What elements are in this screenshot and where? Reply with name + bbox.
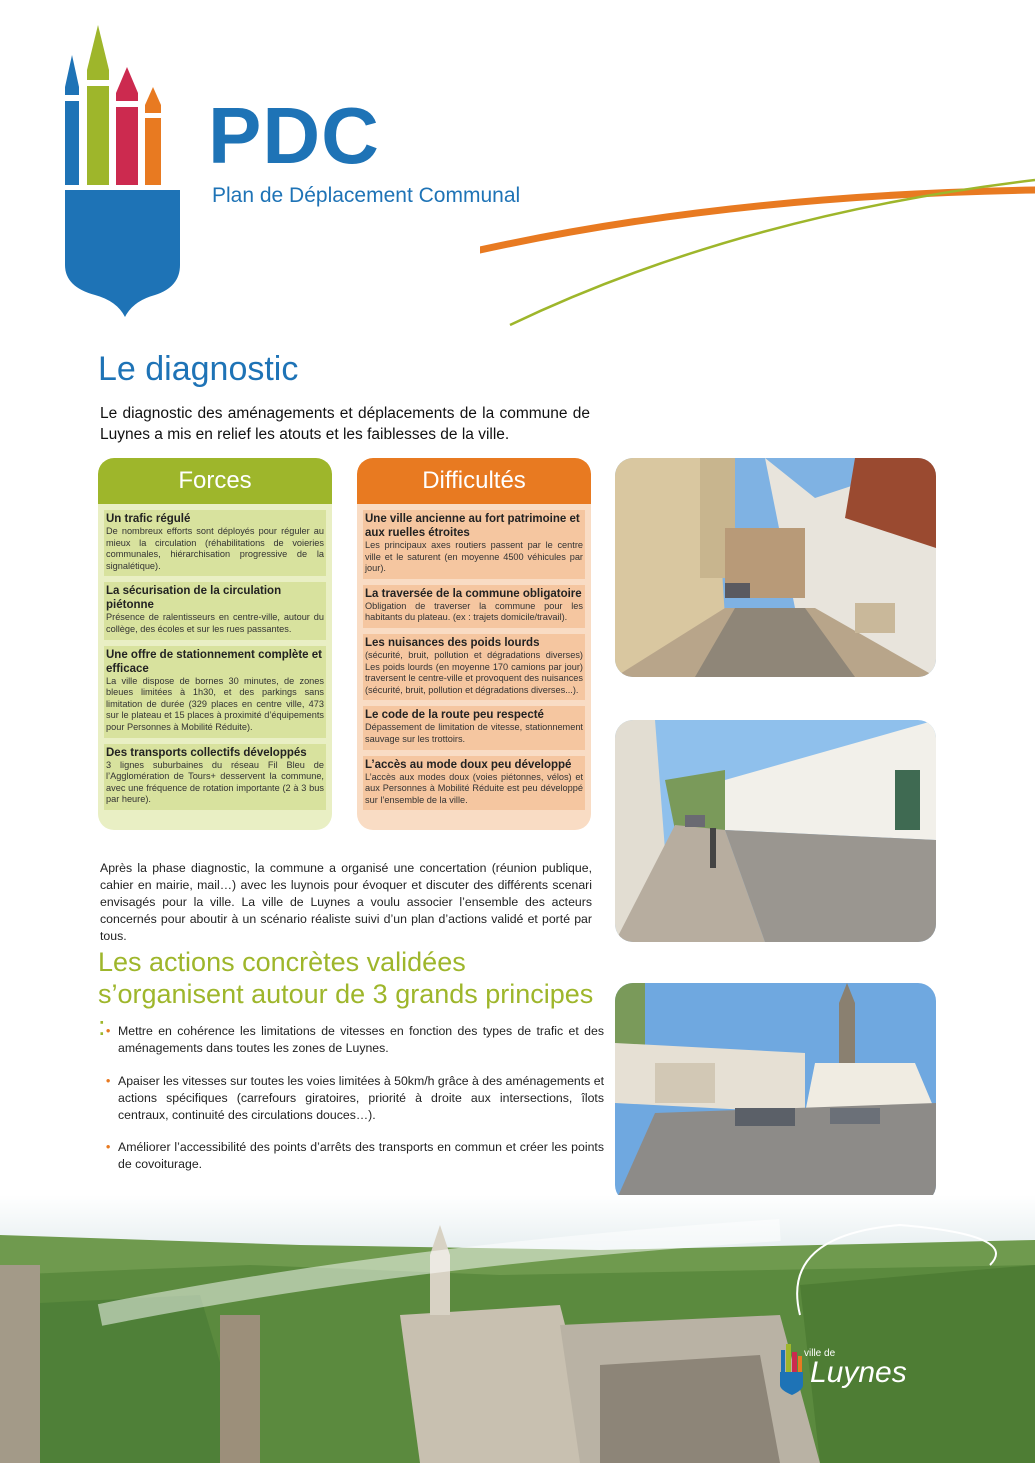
forces-item-title: Des transports collectifs développés [106, 746, 307, 759]
difficultes-item-title: La traversée de la commune obligatoire [365, 587, 582, 600]
forces-item-title: La sécurisation de la circulation piétonne [106, 585, 282, 612]
forces-box [98, 458, 332, 830]
bullet-icon: • [106, 1024, 111, 1038]
forces-item [104, 646, 326, 738]
diagnostic-intro: Le diagnostic des aménagements et déplacements de la commune de Luynes a mis en relief les atouts et les faiblesses de la ville. [100, 405, 590, 443]
bullet-icon: • [106, 1074, 111, 1088]
town-panorama-photo [0, 1195, 1035, 1463]
bullet-icon: • [106, 1140, 111, 1154]
pdc-logo-crest [55, 25, 200, 320]
action-bullet [106, 1023, 604, 1057]
difficultes-box [357, 458, 591, 830]
luynes-logo-name: Luynes [810, 1356, 907, 1389]
square-photo-3 [615, 983, 936, 1203]
action-bullet-text: Améliorer l’accessibilité des points d’arrêts des transports en commun et créer les points de covoiturage. [118, 1140, 604, 1171]
luynes-logo-crest [780, 1340, 804, 1395]
page-subtitle: Plan de Déplacement Communal [212, 184, 521, 207]
difficultes-item [363, 634, 585, 700]
diagnostic-heading: Le diagnostic [98, 350, 299, 388]
forces-item [104, 744, 326, 810]
difficultes-item-title: Une ville ancienne au fort patrimoine et aux ruelles étroites [365, 513, 580, 539]
forces-item-title: Un trafic régulé [106, 513, 191, 525]
action-bullet-text: Apaiser les vitesses sur toutes les voies limitées à 50km/h grâce à des aménagements et actions spécifiques (carrefours giratoires, priorité à droite aux intersections, îlots centraux, continuité des circulations douces…). [118, 1074, 604, 1122]
page-title: PDC [208, 91, 380, 180]
forces-item-text: La ville dispose de bornes 30 minutes, de zones bleues limitées à 1h30, et des parkings sans limitation de durée (329 places en centre ville, 473 sur le plateau et 15 places à proximité d’équipements pour Personnes à Mobilité Réduite). [106, 675, 324, 732]
action-bullet [106, 1139, 604, 1173]
difficultes-item-title: L’accès au mode doux peu développé [365, 758, 572, 771]
forces-item [104, 510, 326, 576]
concertation-paragraph: Après la phase diagnostic, la commune a organisé une concertation (réunion publique, cahier en mairie, mail…) avec les luynois pour évoquer et discuter des différents scenari envisagés pour la ville. La ville de Luynes a voulu associer l’ensemble des acteurs concernés pour aboutir à un scénario réaliste suivi d’un plan d’actions validé et porté par tous. [100, 861, 592, 943]
difficultes-item-text: L’accès aux modes doux (voies piétonnes, vélos) et aux Personnes à Mobilité Réduite est peu développé sur l’ensemble de la ville. [365, 771, 583, 805]
forces-item [104, 582, 326, 639]
forces-item-title: Une offre de stationnement complète et efficace [106, 648, 322, 675]
luynes-logo-prefix: ville de [804, 1348, 836, 1359]
forces-heading: Forces [98, 458, 332, 504]
actions-heading: Les actions concrètes validées s’organisent autour de 3 grands principes : [98, 947, 594, 1041]
difficultes-item-text: Les principaux axes routiers passent par le centre ville et le saturent (en moyenne 4500 véhicules par jour). [365, 540, 583, 574]
decorative-swoosh [480, 175, 1035, 335]
action-bullet-text: Mettre en cohérence les limitations de vitesses en fonction des types de trafic et des aménagements dans toutes les zones de Luynes. [118, 1024, 604, 1055]
forces-item-text: De nombreux efforts sont déployés pour réguler au mieux la circulation (réhabilitations de voieries communales, hiérarchisation progressive de la signalétique). [106, 526, 324, 571]
difficultes-item-title: Les nuisances des poids lourds [365, 636, 540, 649]
difficultes-item-title: Le code de la route peu respecté [365, 709, 544, 722]
difficultes-item [363, 706, 585, 749]
difficultes-item [363, 585, 585, 628]
difficultes-item-text: Obligation de traverser la commune pour les habitants du plateau. (ex : trajets domicile/travail). [365, 600, 583, 623]
forces-item-text: 3 lignes suburbaines du réseau Fil Bleu de l’Agglomération de Tours+ desservent la commune, avec une fréquence de rotation importante (2 à 3 bus par heure). [106, 759, 324, 805]
difficultes-item [363, 510, 585, 579]
street-photo-1 [615, 458, 936, 677]
difficultes-item-text: Dépassement de limitation de vitesse, stationnement sauvage sur les trottoirs. [365, 722, 583, 744]
difficultes-item [363, 756, 585, 811]
difficultes-item-text: (sécurité, bruit, pollution et dégradations diverses) Les poids lourds (en moyenne 170 camions par jour) traversent le centre-ville et provoquent des nuisances (sécurité, bruit, pollution et dégradations diverses...). [365, 649, 583, 695]
difficultes-heading: Difficultés [357, 458, 591, 504]
forces-item-text: Présence de ralentisseurs en centre-ville, autour du collège, des écoles et sur les rues passantes. [106, 612, 324, 634]
street-photo-2 [615, 720, 936, 942]
action-bullet [106, 1073, 604, 1124]
